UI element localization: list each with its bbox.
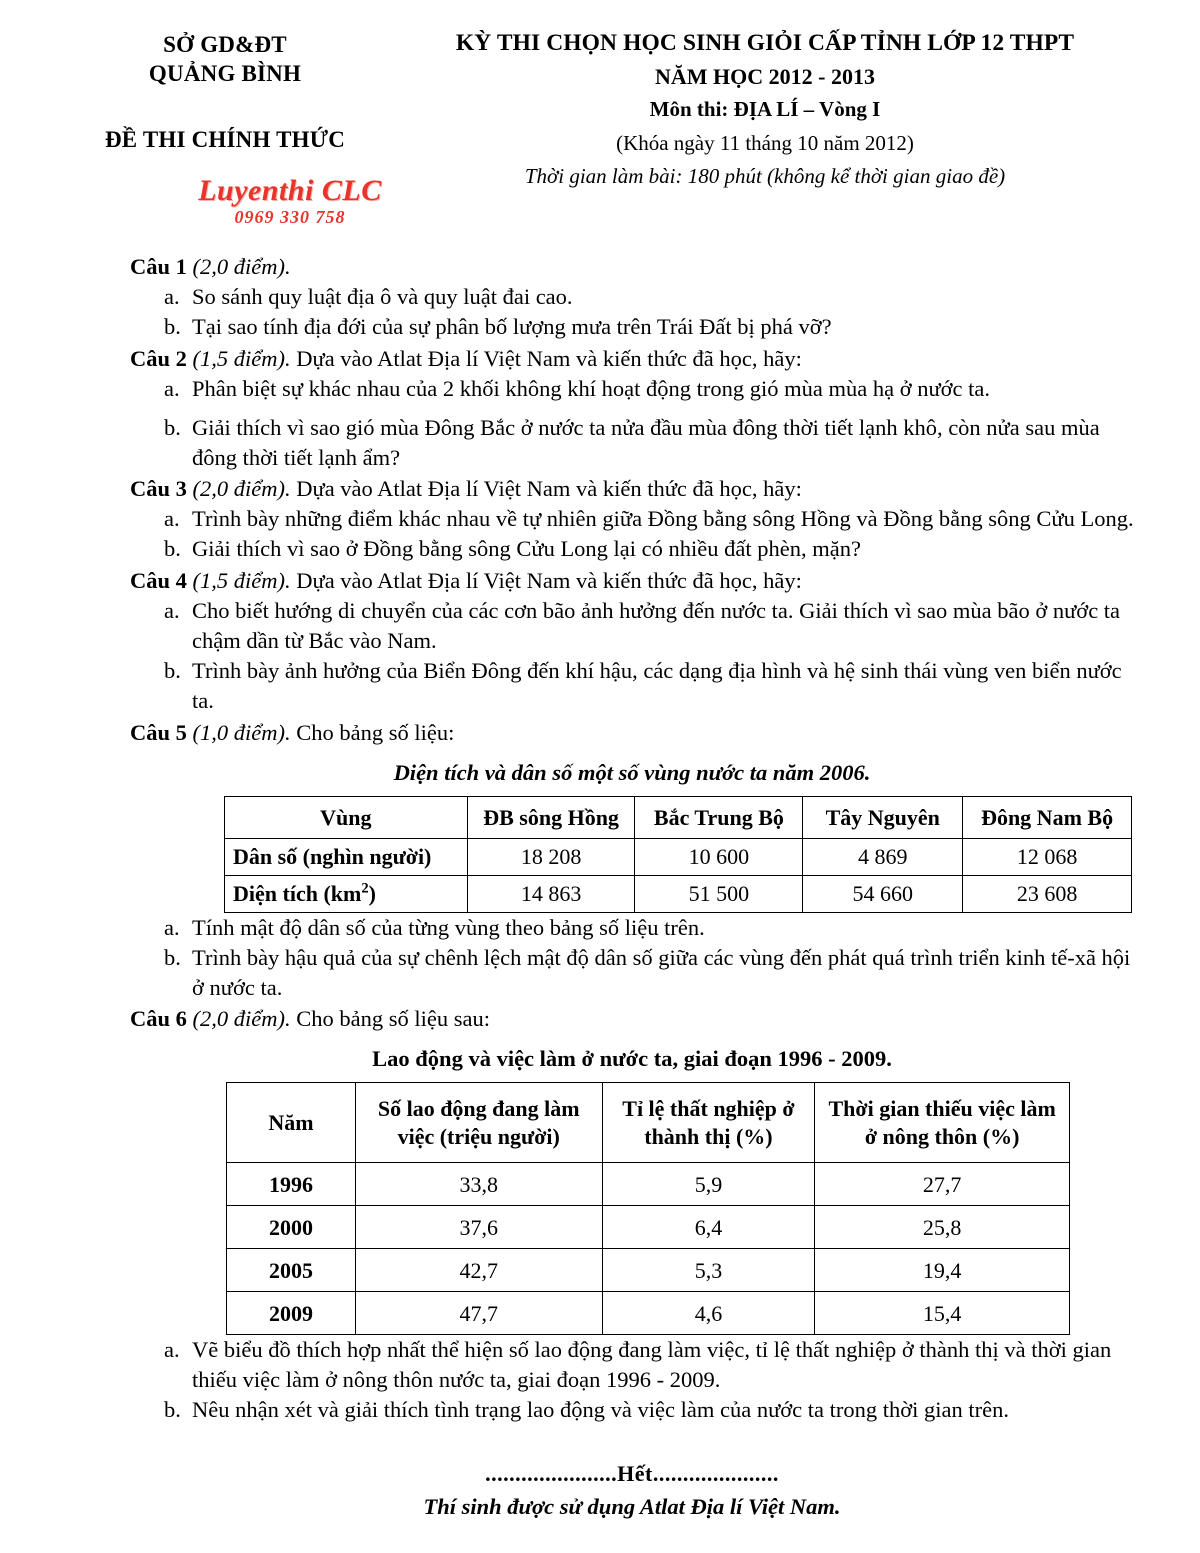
question-4-intro: Dựa vào Atlat Địa lí Việt Nam và kiến thức đã học, hãy: xyxy=(290,568,802,594)
page-header xyxy=(0,0,1200,191)
question-1-label: Câu 1 xyxy=(130,254,187,279)
department-line-1: SỞ GD&ĐT xyxy=(163,32,287,57)
question-1-subitems xyxy=(130,282,1134,342)
question-5-points: (1,0 điểm). xyxy=(192,719,291,745)
question-3-label: Câu 3 xyxy=(130,476,187,502)
item-marker: b. xyxy=(164,414,181,440)
table-2-wrapper xyxy=(226,1082,1134,1335)
table-2-caption: Lao động và việc làm ở nước ta, giai đoạn 1996 - 2009. xyxy=(372,1046,892,1072)
item-marker: a. xyxy=(164,598,180,624)
cell-area-dbsh: 14 863 xyxy=(467,875,635,912)
question-5-heading xyxy=(130,718,1134,748)
question-2-intro: Dựa vào Atlat Địa lí Việt Nam và kiến thức đã học, hãy: xyxy=(290,345,802,371)
question-6-subitems xyxy=(130,1335,1134,1425)
item-text: Giải thích vì sao gió mùa Đông Bắc ở nước ta nửa đầu mùa đông thời tiết lạnh khô, còn nửa sau mùa đông thời tiết lạnh ẩm? xyxy=(192,414,1100,470)
item-text: Nêu nhận xét và giải thích tình trạng lao động và việc làm của nước ta trong thời gian trên. xyxy=(192,1397,1009,1423)
item-text: Phân biệt sự khác nhau của 2 khối không khí hoạt động trong gió mùa mùa hạ ở nước ta. xyxy=(192,375,991,401)
cell-unemployment: 5,3 xyxy=(602,1249,815,1292)
item-marker: a. xyxy=(164,914,180,940)
cell-unemployment: 4,6 xyxy=(602,1292,815,1335)
exam-body xyxy=(0,250,1200,1522)
item-marker: b. xyxy=(164,944,181,970)
question-5-label: Câu 5 xyxy=(130,719,187,745)
list-item xyxy=(130,596,1134,656)
question-3-intro: Dựa vào Atlat Địa lí Việt Nam và kiến thức đã học, hãy: xyxy=(290,476,802,502)
question-6-label: Câu 6 xyxy=(130,1006,187,1032)
item-marker: a. xyxy=(164,1337,180,1363)
question-4-points: (1,5 điểm). xyxy=(192,568,291,594)
table-row xyxy=(227,1249,1070,1292)
question-6-intro: Cho bảng số liệu sau: xyxy=(290,1006,490,1032)
cell-unemployment: 6,4 xyxy=(602,1206,815,1249)
item-marker: b. xyxy=(164,1397,181,1423)
item-text: Tại sao tính địa đới của sự phân bố lượng mưa trên Trái Đất bị phá vỡ? xyxy=(192,313,832,339)
list-item xyxy=(130,312,1134,342)
question-3-subitems xyxy=(130,504,1134,564)
item-text: Trình bày những điểm khác nhau về tự nhiên giữa Đồng bằng sông Hồng và Đồng bằng sông Cửu Long. xyxy=(192,506,1134,532)
list-item xyxy=(130,1335,1134,1395)
labor-employment-table xyxy=(226,1082,1070,1335)
cell-underemployment: 25,8 xyxy=(815,1206,1070,1249)
official-exam-label: ĐỀ THI CHÍNH THỨC xyxy=(104,126,346,152)
item-text: Tính mật độ dân số của từng vùng theo bảng số liệu trên. xyxy=(192,914,705,940)
table-header-row xyxy=(227,1083,1070,1163)
question-4-heading xyxy=(130,566,1134,596)
cell-population-dnb: 12 068 xyxy=(963,838,1132,875)
item-text: So sánh quy luật địa ô và quy luật đai cao. xyxy=(192,283,573,309)
list-item xyxy=(130,1395,1134,1425)
question-1-points: (2,0 điểm). xyxy=(192,254,291,279)
column-header-rural-underemployment: Thời gian thiếu việc làm ở nông thôn (%) xyxy=(815,1083,1070,1163)
cell-labor: 42,7 xyxy=(355,1249,602,1292)
table-row xyxy=(227,1163,1070,1206)
table-row xyxy=(227,1292,1070,1335)
cell-area-btb: 51 500 xyxy=(635,875,803,912)
cell-underemployment: 15,4 xyxy=(815,1292,1070,1335)
item-text: Trình bày hậu quả của sự chênh lệch mật độ dân số giữa các vùng đến phát quá trình triển kinh tế-xã hội ở nước ta. xyxy=(192,944,1131,1000)
question-5-intro: Cho bảng số liệu: xyxy=(290,719,455,745)
question-5-subitems xyxy=(130,913,1134,1003)
cell-labor: 33,8 xyxy=(355,1163,602,1206)
cell-unemployment: 5,9 xyxy=(602,1163,815,1206)
column-header-bac-trung-bo: Bắc Trung Bộ xyxy=(635,796,803,838)
exam-subject: Môn thi: ĐỊA LÍ – Vòng I xyxy=(649,97,881,122)
question-3-heading xyxy=(130,474,1134,504)
question-4-label: Câu 4 xyxy=(130,568,187,594)
question-3-points: (2,0 điểm). xyxy=(192,476,291,502)
item-text: Vẽ biểu đồ thích hợp nhất thể hiện số lao động đang làm việc, tỉ lệ thất nghiệp ở thành thị và thời gian thiếu việc làm ở nông thôn nước ta, giai đoạn 1996 - 2009. xyxy=(192,1337,1112,1393)
cell-year: 2009 xyxy=(227,1292,356,1335)
question-1-heading xyxy=(130,252,1134,282)
exam-title: KỲ THI CHỌN HỌC SINH GIỎI CẤP TỈNH LỚP 12 THPT xyxy=(455,30,1075,56)
department-line-2: QUẢNG BÌNH xyxy=(148,61,302,87)
table-row xyxy=(227,1206,1070,1249)
table-1-wrapper xyxy=(224,796,1134,913)
question-2-subitems xyxy=(130,374,1134,473)
cell-year: 2005 xyxy=(227,1249,356,1292)
item-text: Cho biết hướng di chuyển của các cơn bão ảnh hưởng đến nước ta. Giải thích vì sao mùa bão ở nước ta chậm dần từ Bắc vào Nam. xyxy=(192,598,1121,654)
column-header-labor-count: Số lao động đang làm việc (triệu người) xyxy=(355,1083,602,1163)
table-row xyxy=(225,838,1132,875)
list-item xyxy=(130,656,1134,716)
column-header-urban-unemployment: Tỉ lệ thất nghiệp ở thành thị (%) xyxy=(602,1083,815,1163)
cell-labor: 37,6 xyxy=(355,1206,602,1249)
watermark-logo xyxy=(160,176,420,228)
exam-date: (Khóa ngày 11 tháng 10 năm 2012) xyxy=(616,130,914,155)
logo-brand-name: Luyenthi CLC xyxy=(198,174,382,207)
cell-population-btb: 10 600 xyxy=(635,838,803,875)
atlat-note: Thí sinh được sử dụng Atlat Địa lí Việt Nam. xyxy=(423,1494,841,1520)
question-2-label: Câu 2 xyxy=(130,345,187,371)
list-item xyxy=(130,282,1134,312)
row-header-area: Diện tích $(km^2)$ xyxy=(225,875,468,912)
question-6-points: (2,0 điểm). xyxy=(192,1006,291,1032)
item-marker: b. xyxy=(164,536,181,562)
table-header-row xyxy=(225,796,1132,838)
header-right-block xyxy=(390,26,1140,191)
list-item xyxy=(130,913,1134,943)
exam-duration: Thời gian làm bài: 180 phút (không kể thời gian giao đề) xyxy=(524,163,1006,188)
row-header-population: Dân số (nghìn người) xyxy=(225,838,468,875)
column-header-region: Vùng xyxy=(225,796,468,838)
list-item xyxy=(130,413,1134,473)
header-left-block xyxy=(60,26,390,153)
question-4-subitems xyxy=(130,596,1134,716)
cell-year: 2000 xyxy=(227,1206,356,1249)
cell-area-tn: 54 660 xyxy=(803,875,963,912)
end-marker: ......................Hết..................... xyxy=(485,1461,779,1487)
item-text: Giải thích vì sao ở Đồng bằng sông Cửu Long lại có nhiều đất phèn, mặn? xyxy=(192,536,861,562)
question-2-points: (1,5 điểm). xyxy=(192,345,291,371)
list-item xyxy=(130,374,1134,404)
page-footer xyxy=(130,1459,1134,1522)
cell-population-dbsh: 18 208 xyxy=(467,838,635,875)
cell-population-tn: 4 869 xyxy=(803,838,963,875)
area-population-table xyxy=(224,796,1132,913)
table-row xyxy=(225,875,1132,912)
cell-year: 1996 xyxy=(227,1163,356,1206)
item-marker: b. xyxy=(164,313,181,339)
column-header-db-song-hong: ĐB sông Hồng xyxy=(467,796,635,838)
question-6-heading xyxy=(130,1004,1134,1034)
list-item xyxy=(130,534,1134,564)
item-marker: a. xyxy=(164,375,180,401)
list-item xyxy=(130,504,1134,534)
table-1-caption: Diện tích và dân số một số vùng nước ta năm 2006. xyxy=(393,759,871,785)
question-2-heading xyxy=(130,344,1134,374)
cell-labor: 47,7 xyxy=(355,1292,602,1335)
column-header-tay-nguyen: Tây Nguyên xyxy=(803,796,963,838)
column-header-year: Năm xyxy=(227,1083,356,1163)
column-header-dong-nam-bo: Đông Nam Bộ xyxy=(963,796,1132,838)
exam-year: NĂM HỌC 2012 - 2013 xyxy=(655,63,875,89)
logo-phone-number: 0969 330 758 xyxy=(234,207,346,227)
cell-underemployment: 27,7 xyxy=(815,1163,1070,1206)
item-marker: a. xyxy=(164,283,180,309)
item-marker: a. xyxy=(164,506,180,532)
item-marker: b. xyxy=(164,657,181,683)
cell-area-dnb: 23 608 xyxy=(963,875,1132,912)
cell-underemployment: 19,4 xyxy=(815,1249,1070,1292)
list-item xyxy=(130,943,1134,1003)
item-text: Trình bày ảnh hưởng của Biển Đông đến khí hậu, các dạng địa hình và hệ sinh thái vùng ven biển nước ta. xyxy=(192,657,1122,713)
